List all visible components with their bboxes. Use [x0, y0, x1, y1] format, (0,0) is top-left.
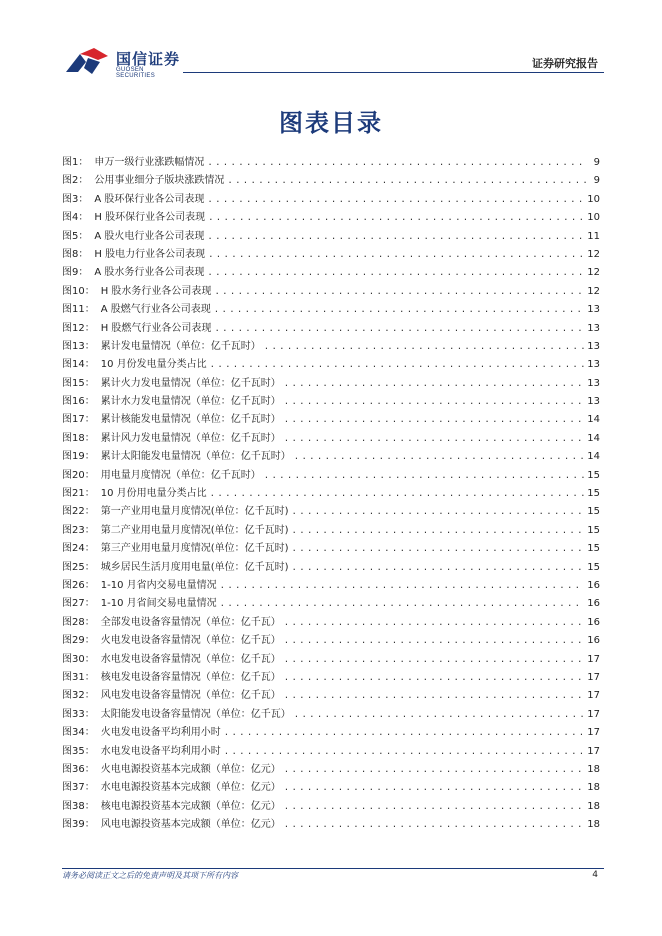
toc-dot-leader: [214, 283, 584, 301]
toc-entry[interactable]: [62, 411, 600, 429]
toc-entry-title: H 股环保行业各公司表现: [94, 212, 206, 224]
toc-entry-label: 图39：: [62, 819, 95, 831]
toc-entry[interactable]: [62, 743, 600, 761]
toc-dot-leader: [284, 651, 585, 669]
toc-entry-label: 图24：: [62, 543, 95, 555]
toc-entry[interactable]: [62, 154, 600, 172]
toc-entry-label: 图23：: [62, 524, 95, 536]
toc-entry-page: 18: [587, 800, 600, 812]
toc-entry-label: 图2：: [62, 175, 89, 187]
toc-entry[interactable]: [62, 301, 600, 319]
toc-entry-label: 图11：: [62, 304, 95, 316]
toc-entry-title: H 股水务行业各公司表现: [100, 285, 212, 297]
toc-entry-title: 城乡居民生活月度用电量(单位：亿千瓦时): [100, 561, 289, 573]
toc-entry-title: 第二产业用电量月度情况(单位：亿千瓦时): [100, 524, 289, 536]
page-number: 4: [592, 870, 598, 880]
toc-entry-page: 18: [587, 819, 600, 831]
toc-dot-leader: [284, 687, 585, 705]
toc-entry[interactable]: [62, 724, 600, 742]
toc-entry-page: 17: [587, 727, 600, 739]
toc-entry-page: 13: [587, 322, 600, 334]
toc-entry[interactable]: [62, 283, 600, 301]
toc-entry-page: 12: [587, 248, 600, 260]
toc-entry-page: 13: [587, 340, 600, 352]
toc-entry[interactable]: [62, 522, 600, 540]
toc-entry[interactable]: [62, 687, 600, 705]
toc-entry-label: 图28：: [62, 616, 95, 628]
toc-entry-page: 13: [587, 359, 600, 371]
toc-entry-title: 1-10 月省内交易电量情况: [100, 579, 217, 591]
toc-entry-page: 15: [587, 561, 600, 573]
toc-entry[interactable]: [62, 375, 600, 393]
toc-entry-label: 图26：: [62, 579, 95, 591]
toc-entry[interactable]: [62, 448, 600, 466]
toc-entry-title: 水电电源投资基本完成额（单位：亿元）: [100, 782, 281, 794]
toc-entry-label: 图37：: [62, 782, 95, 794]
toc-entry-title: H 股电力行业各公司表现: [94, 248, 206, 260]
toc-dot-leader: [220, 577, 585, 595]
toc-entry-page: 9: [593, 175, 600, 187]
footer-disclaimer: 请务必阅读正文之后的免责声明及其项下所有内容: [62, 871, 238, 880]
toc-entry[interactable]: [62, 246, 600, 264]
toc-entry[interactable]: [62, 559, 600, 577]
figure-toc-list: [62, 154, 600, 834]
toc-dot-leader: [292, 540, 585, 558]
toc-entry-title: 用电量月度情况（单位：亿千瓦时）: [100, 469, 261, 481]
toc-entry-page: 17: [587, 690, 600, 702]
toc-dot-leader: [210, 356, 585, 374]
toc-dot-leader: [264, 338, 585, 356]
toc-dot-leader: [292, 522, 585, 540]
toc-entry-label: 图22：: [62, 506, 95, 518]
toc-entry[interactable]: [62, 338, 600, 356]
toc-entry-page: 11: [587, 230, 600, 242]
toc-dot-leader: [220, 595, 585, 613]
toc-entry-label: 图34：: [62, 727, 95, 739]
toc-entry[interactable]: [62, 540, 600, 558]
toc-entry-label: 图21：: [62, 488, 95, 500]
footer-divider: [62, 868, 604, 869]
toc-entry-title: 风电电源投资基本完成额（单位：亿元）: [100, 819, 281, 831]
toc-entry-page: 15: [587, 469, 600, 481]
logo-chinese-name: 国信证券: [116, 50, 181, 68]
toc-entry-title: A 股环保行业各公司表现: [94, 193, 205, 205]
toc-entry[interactable]: [62, 393, 600, 411]
toc-entry-label: 图35：: [62, 745, 95, 757]
toc-dot-leader: [284, 779, 585, 797]
toc-entry-page: 16: [587, 616, 600, 628]
toc-entry-label: 图27：: [62, 598, 95, 610]
toc-entry-title: 第三产业用电量月度情况(单位：亿千瓦时): [100, 543, 289, 555]
toc-entry-label: 图3：: [62, 193, 89, 205]
toc-entry[interactable]: [62, 209, 600, 227]
toc-entry-label: 图18：: [62, 432, 95, 444]
toc-entry-label: 图36：: [62, 763, 95, 775]
toc-dot-leader: [224, 724, 585, 742]
toc-dot-leader: [284, 669, 585, 687]
toc-dot-leader: [208, 209, 584, 227]
toc-dot-leader: [284, 632, 585, 650]
toc-dot-leader: [292, 503, 585, 521]
toc-entry-title: 水电发电设备平均利用小时: [100, 745, 221, 757]
page-header: [0, 0, 662, 80]
toc-dot-leader: [207, 228, 584, 246]
toc-entry-label: 图10：: [62, 285, 95, 297]
toc-dot-leader: [284, 761, 585, 779]
toc-dot-leader: [207, 264, 584, 282]
toc-dot-leader: [284, 375, 585, 393]
toc-entry[interactable]: [62, 595, 600, 613]
toc-entry-label: 图30：: [62, 653, 95, 665]
toc-dot-leader: [284, 798, 585, 816]
toc-entry-label: 图4：: [62, 212, 89, 224]
toc-entry-title: 水电发电设备容量情况（单位：亿千瓦）: [100, 653, 281, 665]
toc-entry-title: 累计太阳能发电量情况（单位：亿千瓦时）: [100, 451, 291, 463]
toc-entry-label: 图38：: [62, 800, 95, 812]
toc-entry-label: 图17：: [62, 414, 95, 426]
toc-entry-page: 15: [587, 488, 600, 500]
toc-entry-page: 18: [587, 763, 600, 775]
toc-entry-title: 申万一级行业涨跌幅情况: [94, 157, 205, 168]
toc-entry-page: 16: [587, 579, 600, 591]
toc-entry-page: 15: [587, 506, 600, 518]
toc-entry-title: 10 月份用电量分类占比: [100, 488, 207, 500]
toc-entry[interactable]: [62, 467, 600, 485]
toc-entry-title: 累计火力发电量情况（单位：亿千瓦时）: [100, 377, 281, 389]
toc-entry-page: 10: [587, 212, 600, 224]
toc-entry-title: 第一产业用电量月度情况(单位：亿千瓦时): [100, 506, 289, 518]
toc-entry-label: 图14：: [62, 359, 95, 371]
toc-dot-leader: [227, 172, 587, 190]
guosen-logo: [64, 46, 184, 78]
toc-dot-leader: [214, 301, 585, 319]
toc-entry-title: A 股燃气行业各公司表现: [100, 304, 211, 316]
toc-entry-label: 图25：: [62, 561, 95, 573]
toc-entry-label: 图1：: [62, 157, 89, 168]
toc-entry[interactable]: [62, 614, 600, 632]
toc-entry-title: 1-10 月省间交易电量情况: [100, 598, 217, 610]
toc-entry[interactable]: [62, 485, 600, 503]
toc-entry-title: 累计水力发电量情况（单位：亿千瓦时）: [100, 396, 281, 408]
toc-entry-label: 图5：: [62, 230, 89, 242]
toc-entry-title: 全部发电设备容量情况（单位：亿千瓦）: [100, 616, 281, 628]
toc-dot-leader: [214, 320, 584, 338]
toc-entry-label: 图9：: [62, 267, 89, 279]
toc-entry-title: A 股火电行业各公司表现: [94, 230, 205, 242]
toc-entry-title: 核电发电设备容量情况（单位：亿千瓦）: [100, 671, 281, 683]
toc-dot-leader: [294, 448, 585, 466]
toc-entry-label: 图8：: [62, 248, 89, 260]
toc-entry-label: 图15：: [62, 377, 95, 389]
toc-entry-label: 图12：: [62, 322, 95, 334]
toc-entry-page: 14: [587, 414, 600, 426]
toc-entry-label: 图13：: [62, 340, 95, 352]
toc-entry-title: 核电电源投资基本完成额（单位：亿元）: [100, 800, 281, 812]
toc-entry[interactable]: [62, 503, 600, 521]
toc-entry[interactable]: [62, 577, 600, 595]
toc-entry-label: 图19：: [62, 451, 95, 463]
report-type-label: 证券研究报告: [532, 57, 598, 70]
toc-entry-label: 图31：: [62, 671, 95, 683]
toc-entry-title: 火电电源投资基本完成额（单位：亿元）: [100, 763, 281, 775]
toc-entry[interactable]: [62, 228, 600, 246]
toc-entry-title: 风电发电设备容量情况（单位：亿千瓦）: [100, 690, 281, 702]
toc-entry-label: 图20：: [62, 469, 95, 481]
toc-entry-title: H 股燃气行业各公司表现: [100, 322, 212, 334]
toc-dot-leader: [284, 614, 585, 632]
toc-entry[interactable]: [62, 320, 600, 338]
toc-entry-label: 图33：: [62, 708, 95, 720]
toc-dot-leader: [284, 430, 585, 448]
toc-entry-page: 10: [587, 193, 600, 205]
toc-entry[interactable]: [62, 191, 600, 209]
guosen-logo-icon: [64, 46, 112, 78]
toc-entry-page: 17: [587, 708, 600, 720]
toc-dot-leader: [208, 246, 584, 264]
toc-entry-label: 图32：: [62, 690, 95, 702]
toc-dot-leader: [224, 743, 585, 761]
toc-entry-page: 17: [587, 653, 600, 665]
toc-dot-leader: [294, 706, 585, 724]
toc-entry[interactable]: [62, 816, 600, 834]
toc-entry[interactable]: [62, 761, 600, 779]
toc-entry-page: 15: [587, 524, 600, 536]
logo-english-name: GUOSEN SECURITIES: [116, 67, 156, 79]
toc-entry-title: 累计核能发电量情况（单位：亿千瓦时）: [100, 414, 281, 426]
toc-dot-leader: [210, 485, 585, 503]
toc-entry-title: 累计发电量情况（单位：亿千瓦时）: [100, 340, 261, 352]
toc-dot-leader: [284, 393, 585, 411]
header-divider: [183, 72, 604, 73]
page-title: 图表目录: [279, 109, 383, 137]
toc-entry[interactable]: [62, 706, 600, 724]
toc-entry-page: 14: [587, 432, 600, 444]
toc-entry[interactable]: [62, 430, 600, 448]
toc-entry[interactable]: [62, 172, 600, 190]
toc-entry[interactable]: [62, 779, 600, 797]
toc-dot-leader: [284, 816, 585, 834]
toc-entry-title: 火电发电设备平均利用小时: [100, 727, 221, 739]
toc-dot-leader: [207, 154, 587, 172]
toc-entry-page: 14: [587, 451, 600, 463]
toc-entry[interactable]: [62, 669, 600, 687]
toc-entry-page: 17: [587, 745, 600, 757]
toc-entry[interactable]: [62, 264, 600, 282]
toc-entry-page: 16: [587, 598, 600, 610]
toc-entry-page: 13: [587, 396, 600, 408]
toc-entry-title: 火电发电设备容量情况（单位：亿千瓦）: [100, 635, 281, 647]
toc-entry-title: 公用事业细分子版块涨跌情况: [94, 175, 225, 187]
toc-dot-leader: [264, 467, 585, 485]
toc-dot-leader: [284, 411, 585, 429]
toc-entry[interactable]: [62, 356, 600, 374]
toc-entry[interactable]: [62, 651, 600, 669]
toc-entry-title: 累计风力发电量情况（单位：亿千瓦时）: [100, 432, 281, 444]
toc-dot-leader: [292, 559, 585, 577]
toc-entry-page: 13: [587, 377, 600, 389]
toc-entry[interactable]: [62, 632, 600, 650]
toc-entry-page: 16: [587, 635, 600, 647]
toc-entry-page: 17: [587, 671, 600, 683]
toc-entry-title: 10 月份发电量分类占比: [100, 359, 207, 371]
toc-entry-page: 12: [587, 285, 600, 297]
toc-entry-title: A 股水务行业各公司表现: [94, 267, 205, 279]
toc-entry-page: 15: [587, 543, 600, 555]
toc-entry-page: 9: [593, 157, 600, 168]
toc-entry-page: 12: [587, 267, 600, 279]
toc-entry-page: 13: [587, 304, 600, 316]
toc-dot-leader: [207, 191, 584, 209]
toc-entry-label: 图16：: [62, 396, 95, 408]
toc-entry-title: 太阳能发电设备容量情况（单位：亿千瓦）: [100, 708, 291, 720]
toc-entry[interactable]: [62, 798, 600, 816]
toc-entry-label: 图29：: [62, 635, 95, 647]
toc-entry-page: 18: [587, 782, 600, 794]
